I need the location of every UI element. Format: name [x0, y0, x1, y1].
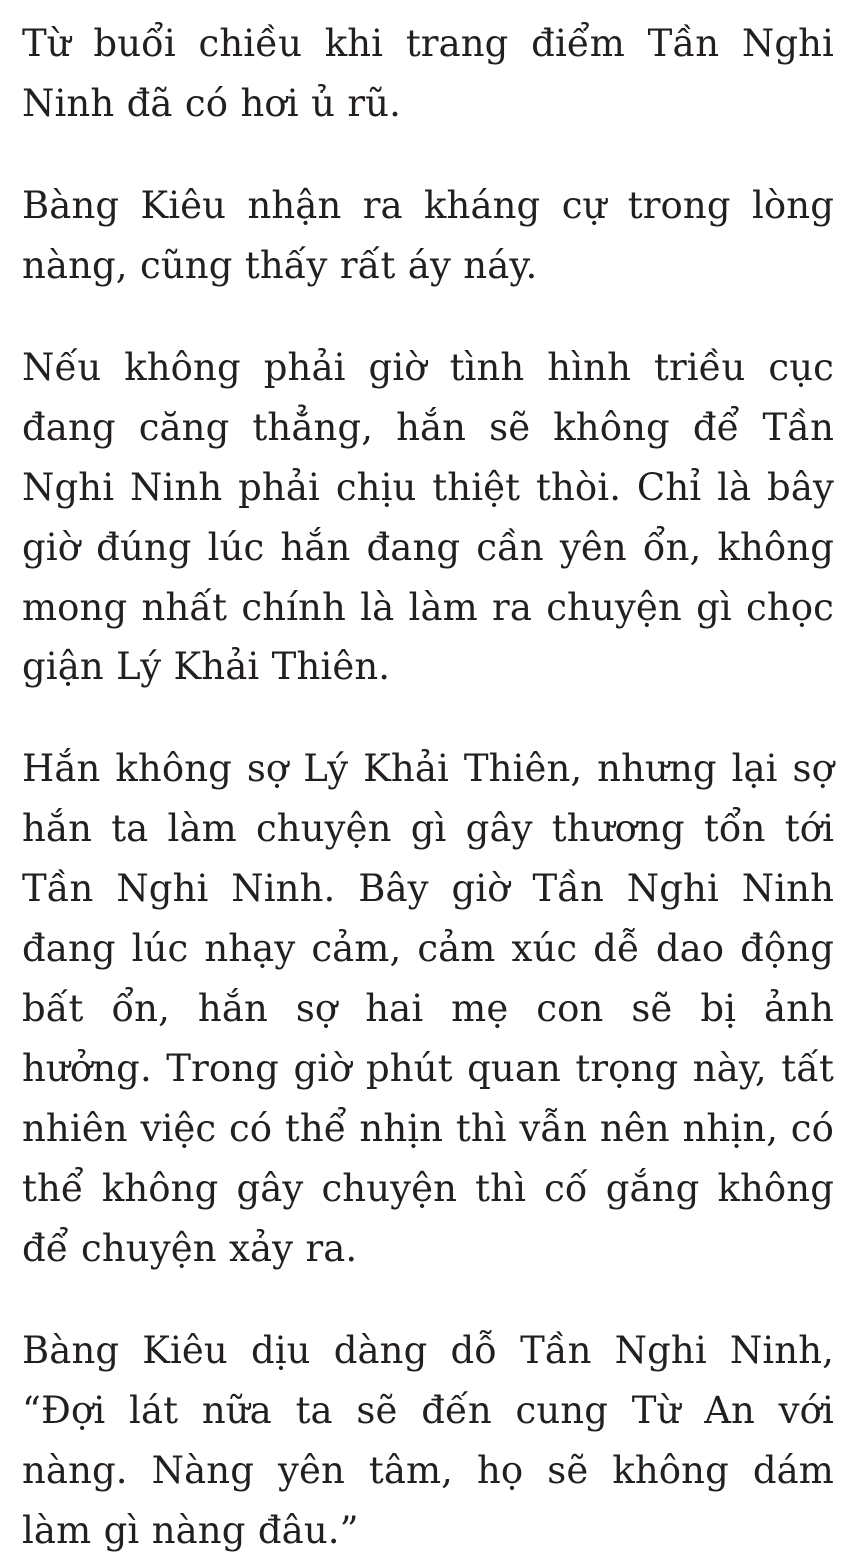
paragraph: Nếu không phải giờ tình hình triều cục đang căng thẳng, hắn sẽ không để Tần Nghi Ninh phải chịu thiệt thòi. Chỉ là bây giờ đúng lúc hắn đang cần yên ổn, không mong nhất chính là làm ra chuyện gì chọc giận Lý Khải Thiên. [22, 345, 834, 689]
paragraph: Bàng Kiêu dịu dàng dỗ Tần Nghi Ninh, “Đợi lát nữa ta sẽ đến cung Từ An với nàng. Nàng yên tâm, họ sẽ không dám làm gì nàng đâu.” [22, 1328, 834, 1552]
paragraph: Từ buổi chiều khi trang điểm Tần Nghi Ninh đã có hơi ủ rũ. [22, 22, 834, 125]
paragraph: Bàng Kiêu nhận ra kháng cự trong lòng nàng, cũng thấy rất áy náy. [22, 183, 834, 287]
paragraph: Hắn không sợ Lý Khải Thiên, nhưng lại sợ hắn ta làm chuyện gì gây thương tổn tới Tần Nghi Ninh. Bây giờ Tần Nghi Ninh đang lúc nhạy cảm, cảm xúc dễ dao động bất ổn, hắn sợ hai mẹ con sẽ bị ảnh hưởng. Trong giờ phút quan trọng này, tất nhiên việc có thể nhịn thì vẫn nên nhịn, có thể không gây chuyện thì cố gắng không để chuyện xảy ra. [22, 747, 834, 1270]
